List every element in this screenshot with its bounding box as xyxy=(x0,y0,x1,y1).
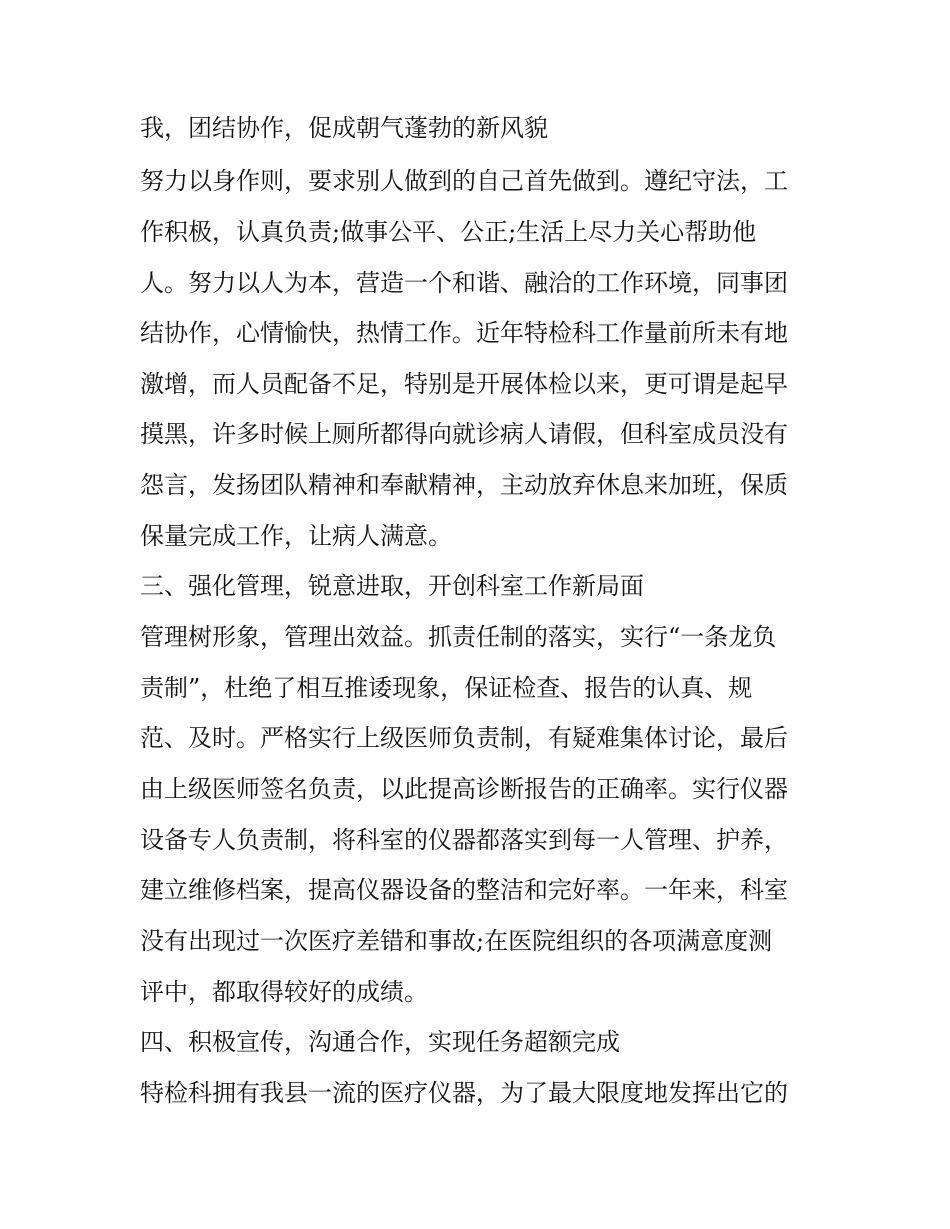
text-line: 人。努力以人为本，营造一个和谐、融洽的工作环境，同事团 xyxy=(140,269,788,297)
text-line: 我，团结协作，促成朝气蓬勃的新风貌 xyxy=(140,114,548,142)
text-line: 激增，而人员配备不足，特别是开展体检以来，更可谓是起早 xyxy=(140,370,788,398)
text-line: 作积极，认真负责;做事公平、公正;生活上尽力关心帮助他 xyxy=(140,218,757,246)
text-line: 设备专人负责制，将科室的仪器都落实到每一人管理、护养， xyxy=(140,826,788,854)
text-line: 责制”，杜绝了相互推诿现象，保证检查、报告的认真、规 xyxy=(140,674,753,702)
text-line: 范、及时。严格实行上级医师负责制，有疑难集体讨论，最后 xyxy=(140,724,788,752)
section-heading: 三、强化管理，锐意进取，开创科室工作新局面 xyxy=(140,572,644,600)
text-line: 由上级医师签名负责，以此提高诊断报告的正确率。实行仪器 xyxy=(140,775,788,803)
text-line: 摸黑，许多时候上厕所都得向就诊病人请假，但科室成员没有 xyxy=(140,420,788,448)
text-line: 怨言，发扬团队精神和奉献精神，主动放弃休息来加班，保质 xyxy=(140,471,788,499)
text-line: 建立维修档案，提高仪器设备的整洁和完好率。一年来，科室 xyxy=(140,876,788,904)
text-line: 努力以身作则，要求别人做到的自己首先做到。遵纪守法，工 xyxy=(140,167,788,195)
text-line: 保量完成工作，让病人满意。 xyxy=(140,522,452,550)
text-line: 特检科拥有我县一流的医疗仪器，为了最大限度地发挥出它的 xyxy=(140,1079,788,1107)
text-line: 没有出现过一次医疗差错和事故;在医院组织的各项满意度测 xyxy=(140,927,773,955)
section-heading: 四、积极宣传，沟通合作，实现任务超额完成 xyxy=(140,1028,620,1056)
text-line: 评中，都取得较好的成绩。 xyxy=(140,978,428,1006)
text-line: 结协作，心情愉快，热情工作。近年特检科工作量前所未有地 xyxy=(140,319,788,347)
text-line: 管理树形象，管理出效益。抓责任制的落实，实行“一条龙负 xyxy=(140,623,777,651)
